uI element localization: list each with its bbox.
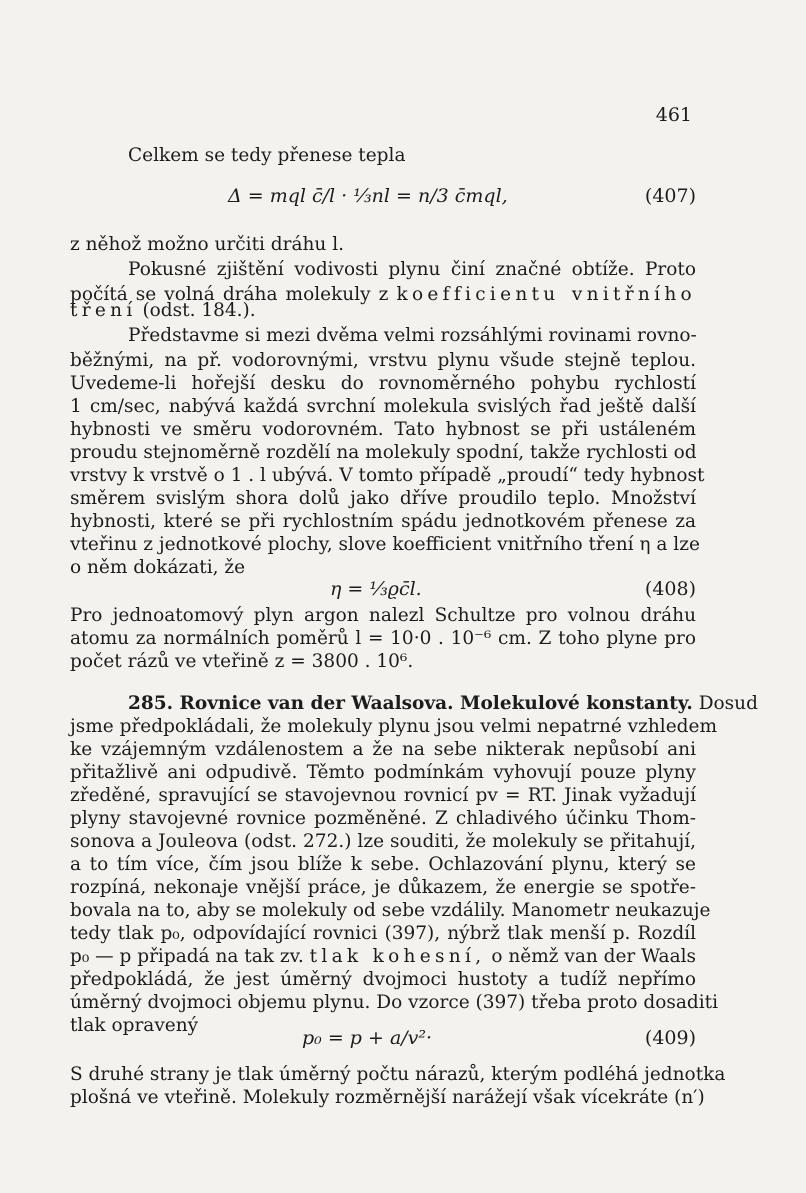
text-line: plošná ve vteřině. Molekuly rozměrnější narážejí však vícekráte (n′) [70, 1087, 705, 1108]
equation-number-407: (407) [644, 185, 696, 207]
equation-number-409: (409) [644, 1027, 696, 1049]
text-line: o něm dokázati, že [70, 557, 246, 578]
equation-409: p₀ = p + a/v²· [302, 1027, 433, 1049]
text-line: vteřinu z jednotkové plochy, slove koefficient vnitřního tření η a lze [70, 534, 700, 555]
text-fragment: (odst. 184.). [142, 300, 256, 321]
text-line: vrstvy k vrstvě o 1 . l ubývá. V tomto případě „proudí“ tedy hybnost [70, 465, 705, 486]
text-line: přitažlivě ani odpudivě. Těmto podmínkám vyhovují pouze plyny [70, 762, 696, 783]
text-line: Celkem se tedy přenese tepla [128, 145, 406, 166]
text-fragment: počítá se volná dráha molekuly z [70, 284, 389, 305]
text-fragment: Dosud [698, 693, 758, 714]
text-line: směrem svislým shora dolů jako dříve proudilo teplo. Množství [70, 488, 696, 509]
section-heading-line [128, 691, 758, 716]
equation-407: Δ = mql c̄/l · ⅓nl = n/3 c̄mql, [228, 185, 508, 207]
text-fragment: p₀ — p připadá na tak zv. [70, 946, 304, 967]
text-line: Představme si mezi dvěma velmi rozsáhlými rovinami rovno- [128, 325, 697, 346]
text-line: rozpíná, nekonaje vnější práce, je důkazem, že energie se spotře- [70, 877, 696, 898]
text-line: bovala na to, aby se molekuly od sebe vzdálily. Manometr neukazuje [70, 900, 711, 921]
text-line: předpokládá, že jest úměrný dvojmoci hustoty a tudíž nepřímo [70, 969, 696, 990]
text-line: tlak opravený [70, 1015, 199, 1036]
text-line: sonova a Jouleova (odst. 272.) lze souditi, že molekuly se přitahují, [70, 831, 696, 852]
equation-number-408: (408) [644, 578, 696, 600]
text-line: atomu za normálních poměrů l = 10·0 . 10⁻⁶ cm. Z toho plyne pro [70, 628, 696, 649]
text-line [70, 298, 696, 323]
text-line: ke vzájemným vzdálenostem a že na sebe nikterak nepůsobí ani [70, 739, 696, 760]
text-line: úměrný dvojmoci objemu plynu. Do vzorce (397) třeba proto dosaditi [70, 992, 719, 1013]
text-line: hybnosti, které se při rychlostním spádu jednotkovém přenese za [70, 511, 696, 532]
section-heading: 285. Rovnice van der Waalsova. Molekulové konstanty. [128, 693, 693, 714]
text-line: Pro jednoatomový plyn argon nalezl Schultze pro volnou dráhu [70, 605, 696, 626]
text-line: Pokusné zjištění vodivosti plynu činí značné obtíže. Proto [128, 259, 696, 280]
text-fragment: o němž van der Waals [491, 946, 697, 967]
text-line: tedy tlak p₀, odpovídající rovnici (397), nýbrž tlak menší p. Rozdíl [70, 923, 696, 944]
text-line: plyny stavojevné rovnice pozměněné. Z chladivého účinku Thom- [70, 808, 696, 829]
spaced-term: tlak kohesní, [309, 946, 486, 967]
text-line: zředěné, spravující se stavojevnou rovnicí pv = RT. Jinak vyžadují [70, 785, 696, 806]
text-line: 1 cm/sec, nabývá každá svrchní molekula svislých řad ještě další [70, 396, 696, 417]
equation-408: η = ⅓ϱc̄l. [330, 578, 422, 600]
text-line: proudu stejnoměrně rozdělí na molekuly spodní, takže rychlosti od [70, 442, 697, 463]
text-line: z něhož možno určiti dráhu l. [70, 234, 345, 255]
text-line: hybnosti ve směru vodorovném. Tato hybnost se při ustáleném [70, 419, 696, 440]
text-line: běžnými, na př. vodorovnými, vrstvu plynu všude stejně teplou. [70, 350, 696, 371]
text-line: a to tím více, čím jsou blíže k sebe. Ochlazování plynu, který se [70, 854, 696, 875]
spaced-term: koefficientu vnitřního [396, 284, 696, 305]
spaced-term: tření [70, 300, 137, 321]
text-line: jsme předpokládali, že molekuly plynu jsou velmi nepatrné vzhledem [70, 716, 717, 737]
text-line [70, 944, 696, 969]
text-line: počet rázů ve vteřině z = 3800 . 10⁶. [70, 651, 414, 672]
text-line: S druhé strany je tlak úměrný počtu nárazů, kterým podléhá jednotka [70, 1064, 726, 1085]
text-line: Uvedeme-li hořejší desku do rovnoměrného pohybu rychlostí [70, 373, 696, 394]
page-number: 461 [655, 104, 692, 126]
